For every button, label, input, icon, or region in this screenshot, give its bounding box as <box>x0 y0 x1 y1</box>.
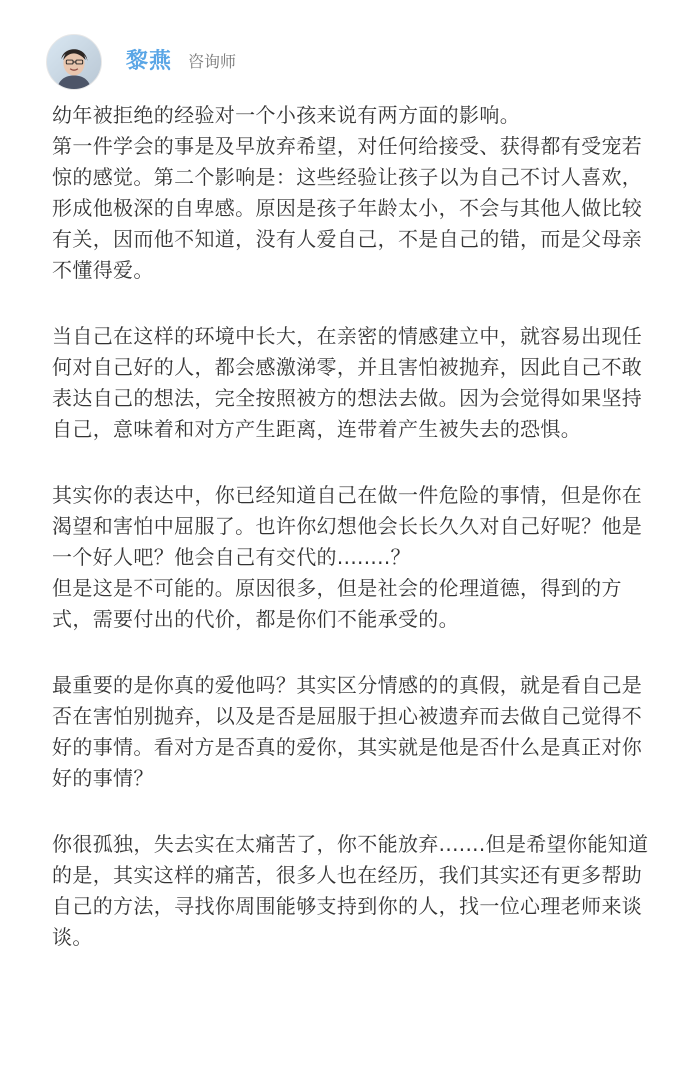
author-role: 咨询师 <box>188 52 237 71</box>
paragraph-1: 幼年被拒绝的经验对一个小孩来说有两方面的影响。 第一件学会的事是及早放弃希望，对任何给接受、获得都有受宠若惊的感觉。第二个影响是：这些经验让孩子以为自己不讨人喜欢，形成他极深的自卑感。原因是孩子年龄太小，不会与其他人做比较有关，因而他不知道，没有人爱自己，不是自己的错，而是父母亲不懂得爱。 <box>52 103 643 282</box>
paragraph-2: 当自己在这样的环境中长大，在亲密的情感建立中，就容易出现任何对自己好的人，都会感激涕零，并且害怕被抛弃，因此自己不敢表达自己的想法，完全按照被方的想法去做。因为会觉得如果坚持自己，意味着和对方产生距离，连带着产生被失去的恐惧。 <box>52 324 643 441</box>
author-avatar[interactable] <box>46 34 102 90</box>
author-name[interactable]: 黎燕 <box>126 49 173 74</box>
author-header <box>46 34 236 90</box>
answer-content <box>52 100 656 953</box>
paragraph-5: 你很孤独，失去实在太痛苦了，你不能放弃.......但是希望你能知道的是，其实这样的痛苦，很多人也在经历，我们其实还有更多帮助自己的方法，寻找你周围能够支持到你的人，找一位心理老师来谈谈。 <box>52 832 649 949</box>
user-avatar-photo-icon <box>47 35 101 89</box>
paragraph-3: 其实你的表达中，你已经知道自己在做一件危险的事情，但是你在渴望和害怕中屈服了。也许你幻想他会长长久久对自己好呢？他是一个好人吧？他会自己有交代的........？ 但是这是不可能的。原因很多，但是社会的伦理道德，得到的方式，需要付出的代价，都是你们不能承受的。 <box>52 483 643 631</box>
paragraph-4: 最重要的是你真的爱他吗？其实区分情感的的真假，就是看自己是否在害怕别抛弃，以及是否是屈服于担心被遗弃而去做自己觉得不好的事情。看对方是否真的爱你，其实就是他是否什么是真正对你好的事情？ <box>52 673 643 790</box>
